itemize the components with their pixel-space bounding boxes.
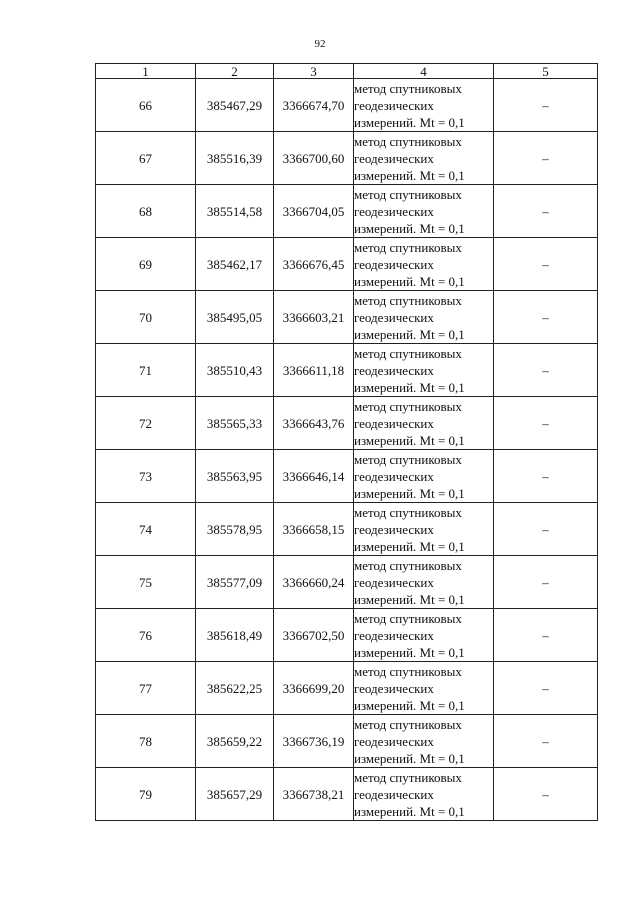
method-line-3: измерений. Mt = 0,1: [354, 114, 465, 130]
point-number-cell: 74: [96, 503, 196, 556]
x-coordinate-cell: 385577,09: [196, 556, 274, 609]
method-line-1: метод спутниковых: [354, 557, 462, 573]
header-cell-1: 1: [96, 64, 196, 79]
method-line-2: геодезических: [354, 786, 434, 802]
method-line-3: измерений. Mt = 0,1: [354, 326, 465, 342]
table-header-row: [96, 64, 598, 79]
table-row: [96, 238, 598, 291]
method-line-3: измерений. Mt = 0,1: [354, 220, 465, 236]
coordinates-table-body: [96, 64, 598, 821]
point-number-cell: 77: [96, 662, 196, 715]
point-number-cell: 70: [96, 291, 196, 344]
table-row: [96, 185, 598, 238]
method-cell: [354, 344, 494, 397]
point-number-cell: 69: [96, 238, 196, 291]
method-line-1: метод спутниковых: [354, 769, 462, 785]
method-line-2: геодезических: [354, 680, 434, 696]
y-coordinate-cell: 3366658,15: [274, 503, 354, 556]
method-line-2: геодезических: [354, 203, 434, 219]
note-cell: –: [494, 185, 598, 238]
point-number-cell: 71: [96, 344, 196, 397]
method-line-1: метод спутниковых: [354, 186, 462, 202]
point-number-cell: 66: [96, 79, 196, 132]
method-line-2: геодезических: [354, 362, 434, 378]
method-line-2: геодезических: [354, 309, 434, 325]
table-row: [96, 609, 598, 662]
note-cell: –: [494, 79, 598, 132]
table-row: [96, 344, 598, 397]
method-line-3: измерений. Mt = 0,1: [354, 750, 465, 766]
method-line-3: измерений. Mt = 0,1: [354, 167, 465, 183]
note-cell: –: [494, 768, 598, 821]
method-line-3: измерений. Mt = 0,1: [354, 273, 465, 289]
method-line-3: измерений. Mt = 0,1: [354, 591, 465, 607]
point-number-cell: 72: [96, 397, 196, 450]
table-row: [96, 768, 598, 821]
note-cell: –: [494, 662, 598, 715]
method-cell: [354, 132, 494, 185]
y-coordinate-cell: 3366611,18: [274, 344, 354, 397]
x-coordinate-cell: 385659,22: [196, 715, 274, 768]
note-cell: –: [494, 609, 598, 662]
y-coordinate-cell: 3366702,50: [274, 609, 354, 662]
method-cell: [354, 662, 494, 715]
header-cell-5: 5: [494, 64, 598, 79]
method-line-1: метод спутниковых: [354, 451, 462, 467]
x-coordinate-cell: 385622,25: [196, 662, 274, 715]
method-line-1: метод спутниковых: [354, 398, 462, 414]
method-line-1: метод спутниковых: [354, 504, 462, 520]
method-line-3: измерений. Mt = 0,1: [354, 485, 465, 501]
table-row: [96, 79, 598, 132]
table-row: [96, 397, 598, 450]
x-coordinate-cell: 385516,39: [196, 132, 274, 185]
note-cell: –: [494, 503, 598, 556]
y-coordinate-cell: 3366699,20: [274, 662, 354, 715]
x-coordinate-cell: 385657,29: [196, 768, 274, 821]
method-line-1: метод спутниковых: [354, 133, 462, 149]
header-cell-2: 2: [196, 64, 274, 79]
table-row: [96, 503, 598, 556]
method-line-2: геодезических: [354, 256, 434, 272]
table-row: [96, 132, 598, 185]
x-coordinate-cell: 385495,05: [196, 291, 274, 344]
y-coordinate-cell: 3366738,21: [274, 768, 354, 821]
method-line-1: метод спутниковых: [354, 610, 462, 626]
table-row: [96, 662, 598, 715]
method-cell: [354, 715, 494, 768]
method-line-2: геодезических: [354, 733, 434, 749]
note-cell: –: [494, 556, 598, 609]
coordinates-table: [95, 63, 598, 821]
y-coordinate-cell: 3366603,21: [274, 291, 354, 344]
y-coordinate-cell: 3366704,05: [274, 185, 354, 238]
method-cell: [354, 609, 494, 662]
method-line-3: измерений. Mt = 0,1: [354, 379, 465, 395]
method-cell: [354, 556, 494, 609]
method-cell: [354, 238, 494, 291]
method-cell: [354, 291, 494, 344]
point-number-cell: 75: [96, 556, 196, 609]
method-line-2: геодезических: [354, 150, 434, 166]
x-coordinate-cell: 385467,29: [196, 79, 274, 132]
method-line-3: измерений. Mt = 0,1: [354, 644, 465, 660]
method-line-2: геодезических: [354, 574, 434, 590]
method-line-2: геодезических: [354, 521, 434, 537]
method-line-1: метод спутниковых: [354, 80, 462, 96]
table-row: [96, 450, 598, 503]
note-cell: –: [494, 715, 598, 768]
method-line-2: геодезических: [354, 415, 434, 431]
y-coordinate-cell: 3366676,45: [274, 238, 354, 291]
method-cell: [354, 503, 494, 556]
note-cell: –: [494, 238, 598, 291]
method-line-2: геодезических: [354, 97, 434, 113]
method-line-1: метод спутниковых: [354, 292, 462, 308]
method-line-2: геодезических: [354, 627, 434, 643]
x-coordinate-cell: 385578,95: [196, 503, 274, 556]
point-number-cell: 73: [96, 450, 196, 503]
x-coordinate-cell: 385510,43: [196, 344, 274, 397]
method-cell: [354, 450, 494, 503]
method-line-3: измерений. Mt = 0,1: [354, 697, 465, 713]
method-line-1: метод спутниковых: [354, 716, 462, 732]
y-coordinate-cell: 3366646,14: [274, 450, 354, 503]
method-line-3: измерений. Mt = 0,1: [354, 538, 465, 554]
method-line-1: метод спутниковых: [354, 239, 462, 255]
point-number-cell: 67: [96, 132, 196, 185]
x-coordinate-cell: 385514,58: [196, 185, 274, 238]
method-line-2: геодезических: [354, 468, 434, 484]
y-coordinate-cell: 3366700,60: [274, 132, 354, 185]
y-coordinate-cell: 3366674,70: [274, 79, 354, 132]
x-coordinate-cell: 385618,49: [196, 609, 274, 662]
x-coordinate-cell: 385565,33: [196, 397, 274, 450]
x-coordinate-cell: 385462,17: [196, 238, 274, 291]
method-cell: [354, 79, 494, 132]
page-number: 92: [314, 38, 326, 50]
method-line-1: метод спутниковых: [354, 663, 462, 679]
method-line-1: метод спутниковых: [354, 345, 462, 361]
table-row: [96, 715, 598, 768]
note-cell: –: [494, 450, 598, 503]
point-number-cell: 68: [96, 185, 196, 238]
method-cell: [354, 768, 494, 821]
x-coordinate-cell: 385563,95: [196, 450, 274, 503]
method-line-3: измерений. Mt = 0,1: [354, 432, 465, 448]
point-number-cell: 76: [96, 609, 196, 662]
y-coordinate-cell: 3366660,24: [274, 556, 354, 609]
y-coordinate-cell: 3366643,76: [274, 397, 354, 450]
table-row: [96, 556, 598, 609]
note-cell: –: [494, 132, 598, 185]
method-line-3: измерений. Mt = 0,1: [354, 803, 465, 819]
method-cell: [354, 397, 494, 450]
note-cell: –: [494, 344, 598, 397]
table-row: [96, 291, 598, 344]
point-number-cell: 79: [96, 768, 196, 821]
header-cell-4: 4: [354, 64, 494, 79]
header-cell-3: 3: [274, 64, 354, 79]
y-coordinate-cell: 3366736,19: [274, 715, 354, 768]
method-cell: [354, 185, 494, 238]
point-number-cell: 78: [96, 715, 196, 768]
note-cell: –: [494, 291, 598, 344]
note-cell: –: [494, 397, 598, 450]
